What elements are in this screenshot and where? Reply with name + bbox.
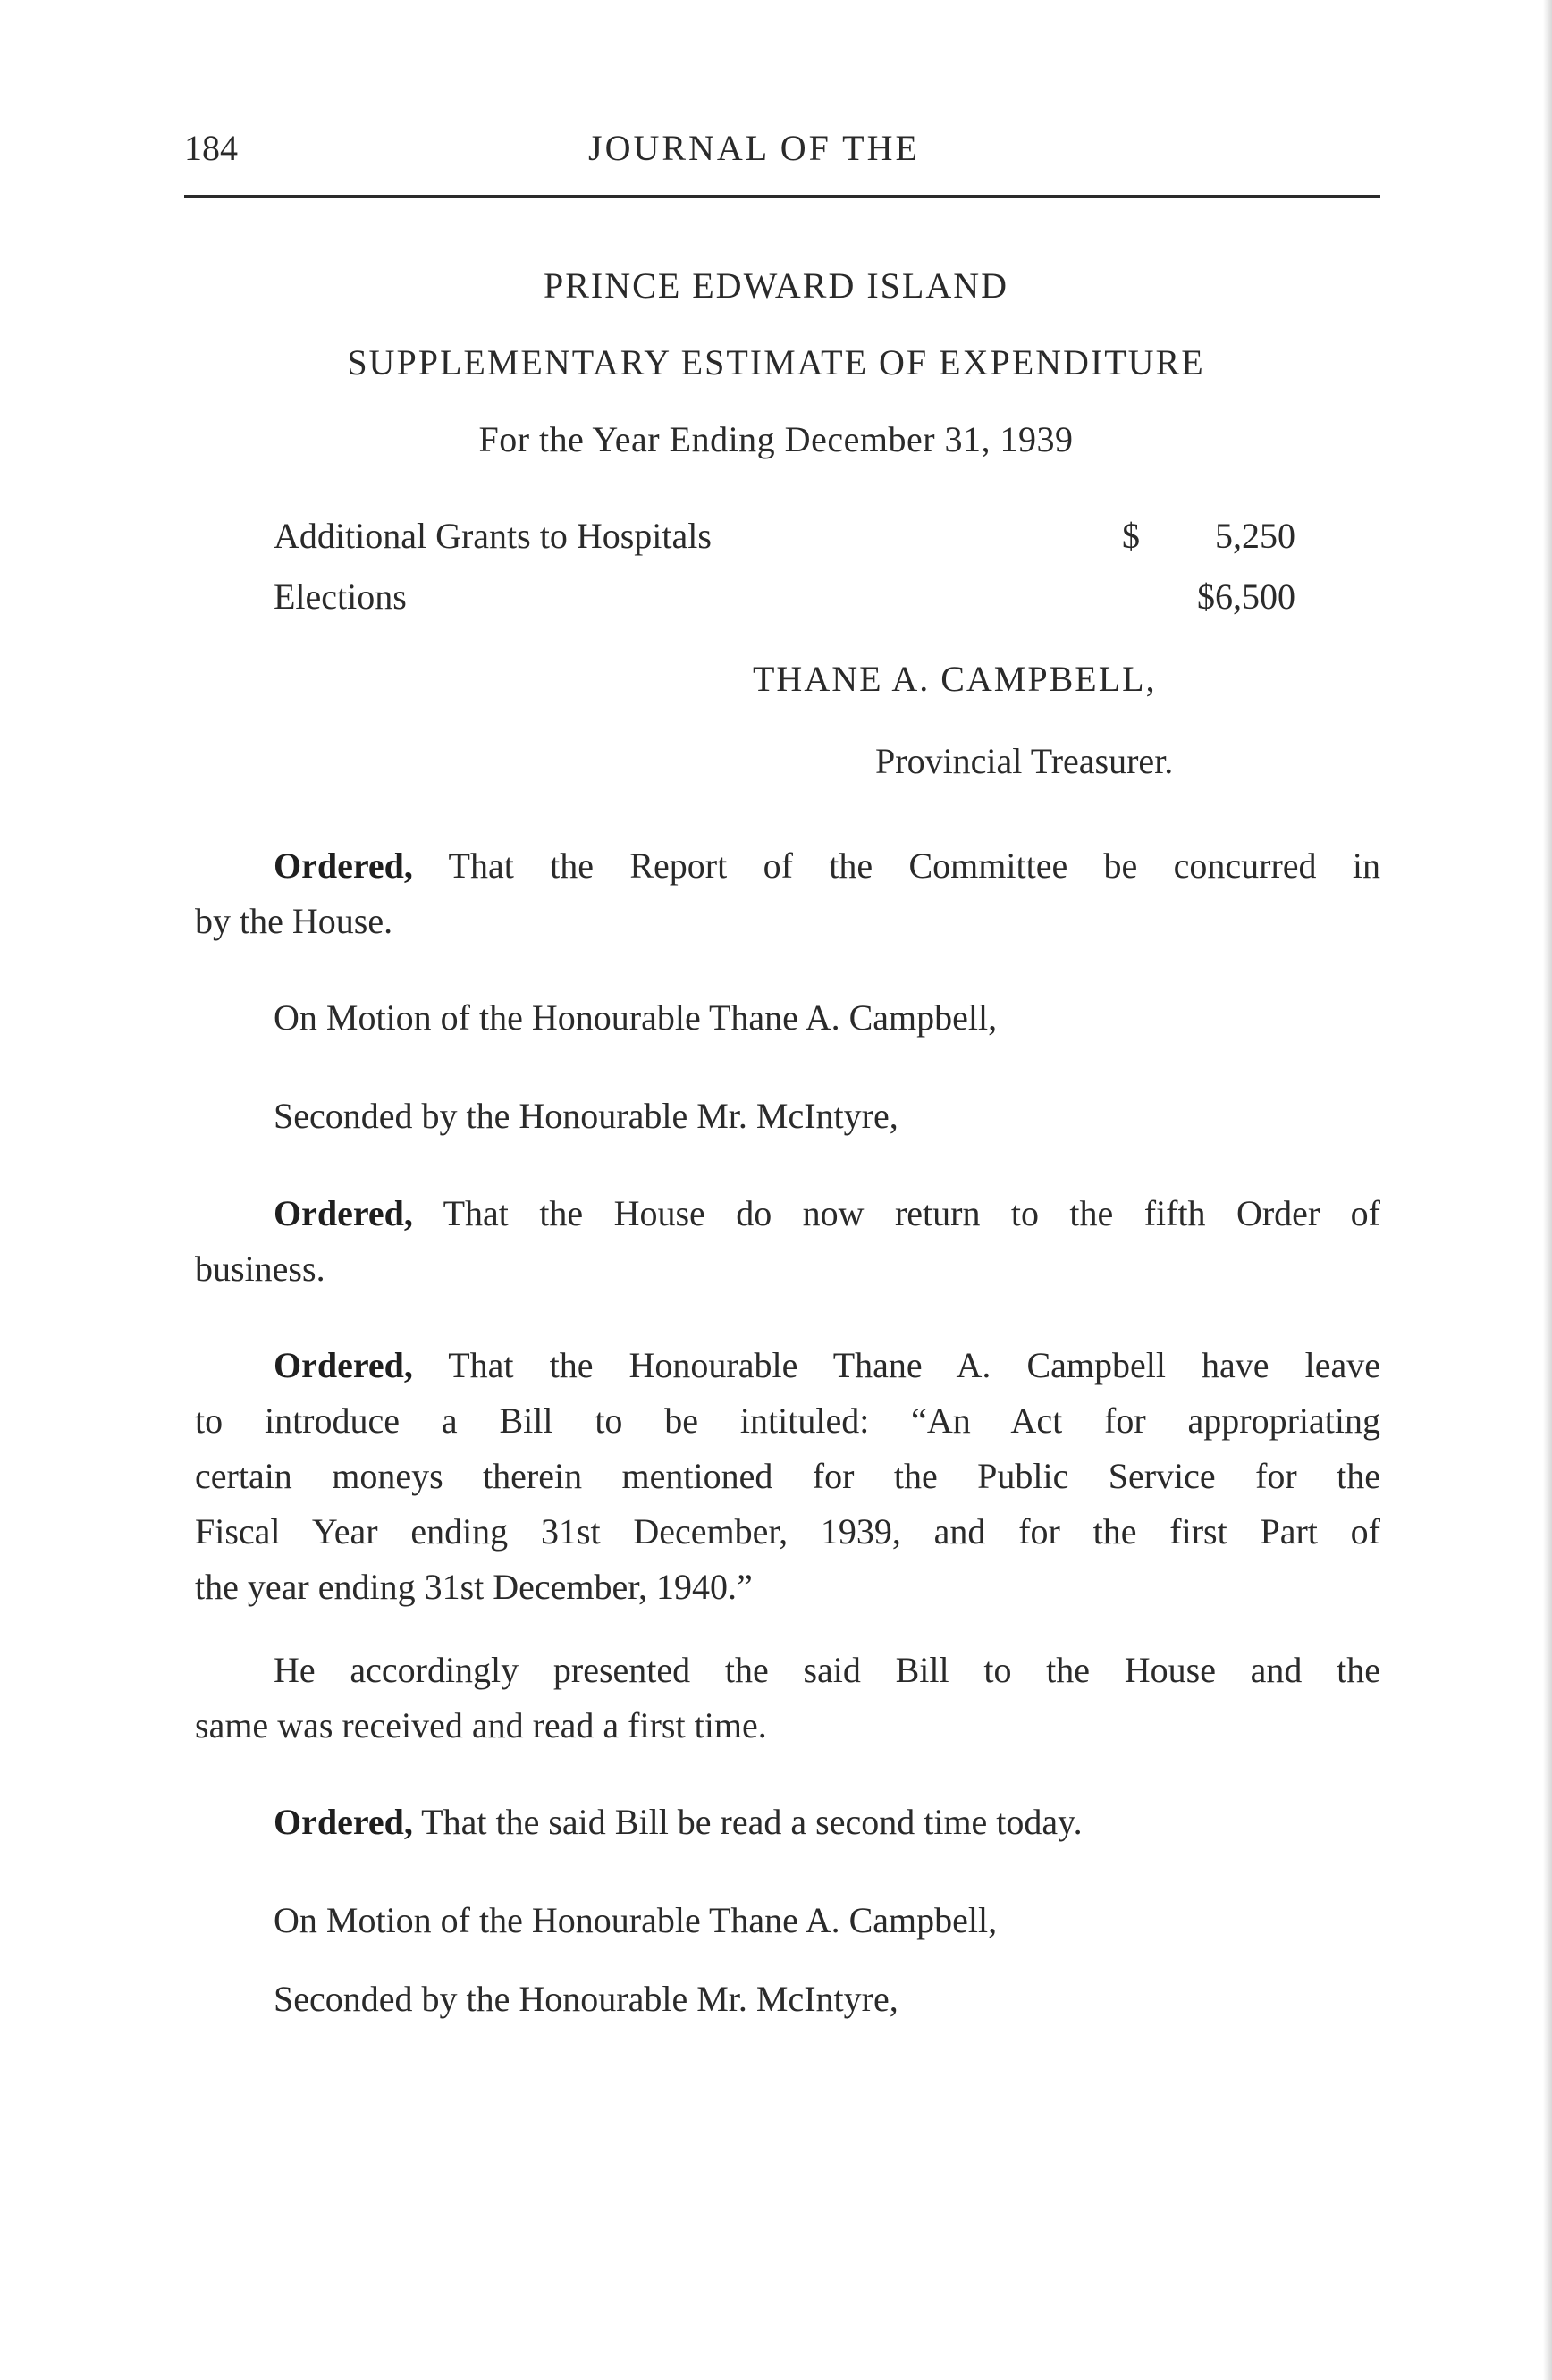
paragraph-text: That the House do now return to the fifth Order of — [412, 1193, 1380, 1233]
paragraph-return-fifth-order — [195, 1186, 1380, 1297]
estimate-item-currency: $ — [1122, 516, 1140, 556]
paragraph-text: by the House. — [195, 901, 393, 941]
paragraph-text: business. — [195, 1249, 325, 1289]
estimate-item-amount: 5,250 — [1215, 516, 1295, 556]
paragraph-leave-introduce-bill — [195, 1338, 1380, 1615]
ordered-label: Ordered, — [274, 1193, 413, 1233]
paragraph-text: to introduce a Bill to be intituled: “An Act for appropriating — [195, 1400, 1380, 1441]
estimate-heading-year: For the Year Ending December 31, 1939 — [478, 419, 1074, 459]
paragraph-second-reading — [274, 1795, 1083, 1850]
paragraph-text: That the Report of the Committee be concurred in — [412, 845, 1380, 886]
signatory-title: Provincial Treasurer. — [875, 741, 1174, 781]
paragraph-text: Fiscal Year ending 31st December, 1939, and for the first Part of — [195, 1511, 1380, 1552]
page-number: 184 — [184, 128, 238, 168]
estimate-heading-province: PRINCE EDWARD ISLAND — [544, 265, 1008, 306]
paragraph-text: the year ending 31st December, 1940.” — [195, 1567, 753, 1607]
paragraph-report-concurred — [195, 838, 1380, 949]
paragraph-text: He accordingly presented the said Bill to the House and the — [274, 1650, 1380, 1690]
paragraph-text: certain moneys therein mentioned for the Public Service for the — [195, 1456, 1380, 1496]
estimate-item-amount: $6,500 — [1197, 576, 1295, 617]
paragraph-text: That the said Bill be read a second time today. — [412, 1802, 1083, 1842]
paragraph-seconded: Seconded by the Honourable Mr. McIntyre, — [274, 1096, 898, 1136]
paragraph-motion-second: On Motion of the Honourable Thane A. Campbell, — [274, 1900, 998, 1940]
paragraph-seconded-second: Seconded by the Honourable Mr. McIntyre, — [274, 1979, 898, 2019]
paragraph-motion: On Motion of the Honourable Thane A. Campbell, — [274, 997, 998, 1038]
paragraph-text: That the Honourable Thane A. Campbell have leave — [412, 1345, 1380, 1385]
estimate-heading-title: SUPPLEMENTARY ESTIMATE OF EXPENDITURE — [347, 342, 1205, 383]
paragraph-bill-presented — [195, 1643, 1380, 1753]
ordered-label: Ordered, — [274, 1802, 413, 1842]
estimate-item-label: Elections — [274, 576, 407, 617]
ordered-label: Ordered, — [274, 1345, 413, 1385]
header-rule — [184, 195, 1380, 198]
estimate-item-label: Additional Grants to Hospitals — [274, 516, 712, 556]
signatory-name: THANE A. CAMPBELL, — [753, 659, 1157, 699]
running-title: JOURNAL OF THE — [588, 128, 920, 168]
paragraph-text: same was received and read a first time. — [195, 1705, 767, 1745]
ordered-label: Ordered, — [274, 845, 413, 886]
